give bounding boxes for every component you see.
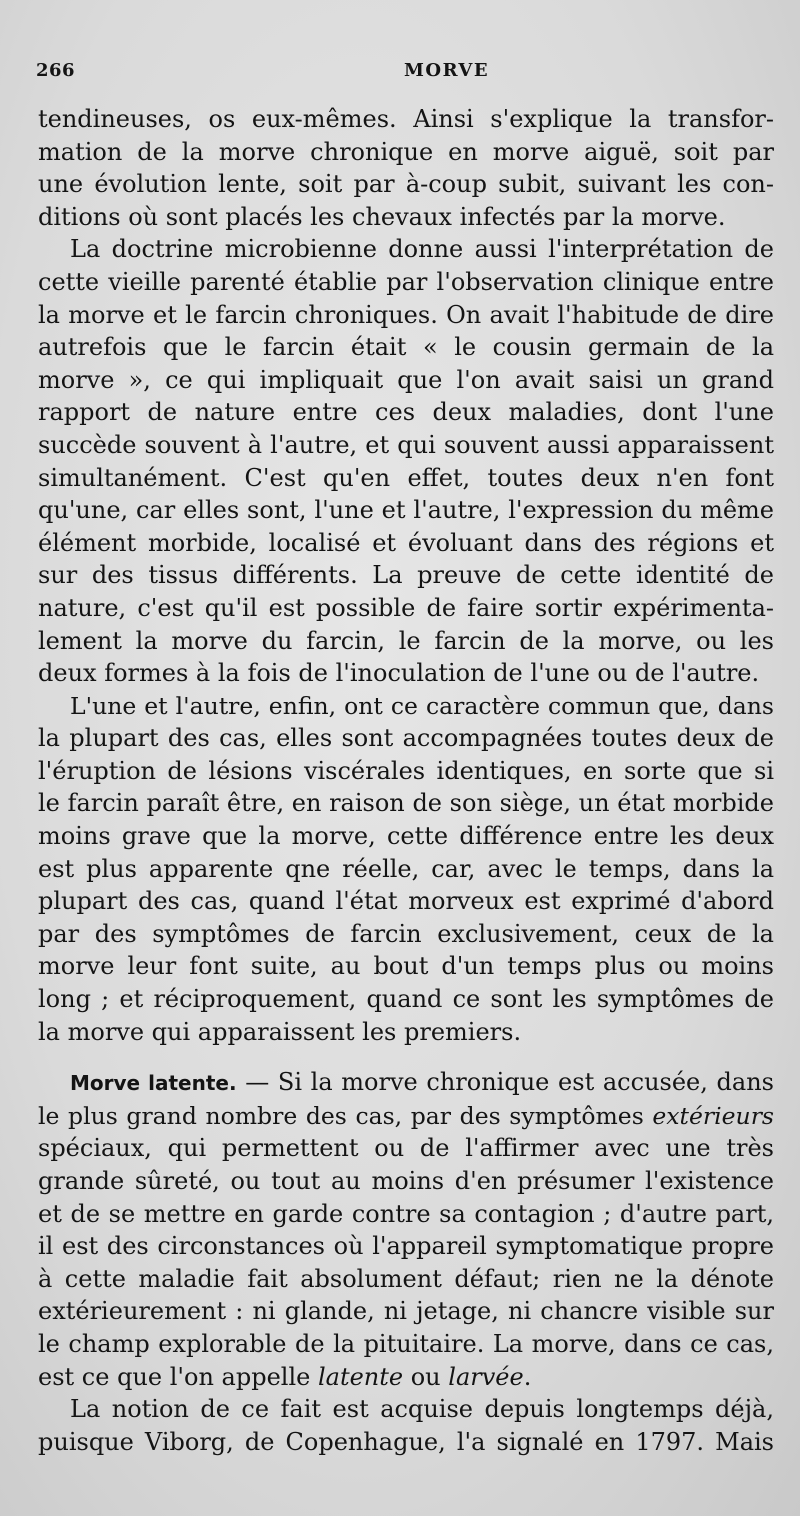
paragraph	[38, 1066, 774, 1393]
text-line: qu'une, car elles sont, l'une et l'autre, l'expression du même	[38, 496, 774, 525]
paragraph	[38, 1393, 774, 1458]
paragraph	[38, 103, 774, 233]
paragraph	[38, 233, 774, 689]
text-line: moins grave que la morve, cette différence entre les deux	[38, 822, 774, 851]
text-line: le champ explorable de la pituitaire. La morve, dans ce cas,	[38, 1329, 774, 1358]
text-line: L'une et l'autre, enfin, ont ce caractère commun que, dans	[70, 691, 774, 720]
text-line: extérieurement : ni glande, ni jetage, ni chancre visible sur	[38, 1297, 774, 1326]
text-run: est ce que l'on appelle	[38, 1362, 318, 1391]
text-line: la plupart des cas, elles sont accompagnées toutes deux de	[38, 724, 774, 753]
text-line: et de se mettre en garde contre sa contagion ; d'autre part,	[38, 1199, 774, 1228]
text-line: est plus apparente qne réelle, car, avec le temps, dans la	[38, 854, 774, 883]
text-line: à cette maladie fait absolument défaut; rien ne la dénote	[38, 1264, 774, 1293]
text-line: il est des circonstances où l'appareil symptomatique propre	[38, 1232, 774, 1261]
text-line	[38, 1361, 774, 1394]
text-line: morve », ce qui impliquait que l'on avait saisi un grand	[38, 365, 774, 394]
text-run: ou	[403, 1362, 449, 1391]
text-line: morve leur font suite, au bout d'un temps plus ou moins	[38, 952, 774, 981]
italic-term: larvée	[448, 1362, 524, 1391]
text-line	[38, 1066, 774, 1100]
body-text	[38, 103, 774, 1458]
text-line: sur des tissus différents. La preuve de cette identité de	[38, 561, 774, 590]
text-line: la morve qui apparaissent les premiers.	[38, 1017, 522, 1046]
text-line: la morve et le farcin chroniques. On avait l'habitude de dire	[38, 300, 774, 329]
text-line: nature, c'est qu'il est possible de faire sortir expérimenta-	[38, 593, 774, 622]
italic-term: latente	[317, 1362, 404, 1391]
text-line: long ; et réciproquement, quand ce sont les symptômes de	[38, 985, 774, 1014]
text-line: élément morbide, localisé et évoluant dans des régions et	[38, 528, 774, 557]
text-line: puisque Viborg, de Copenhague, l'a signalé en 1797. Mais	[38, 1427, 774, 1456]
text-line: lement la morve du farcin, le farcin de la morve, ou les	[38, 626, 774, 655]
paragraph	[38, 690, 774, 1049]
text-line: plupart des cas, quand l'état morveux est exprimé d'abord	[38, 887, 774, 916]
text-line: La doctrine microbienne donne aussi l'interprétation de	[70, 235, 774, 264]
text-line: par des symptômes de farcin exclusivement, ceux de la	[38, 919, 774, 948]
text-line: ditions où sont placés les chevaux infectés par la morve.	[38, 202, 726, 231]
text-run: .	[523, 1362, 532, 1391]
section-heading: Morve latente.	[70, 1071, 237, 1096]
text-line: grande sûreté, ou tout au moins d'en présumer l'existence	[38, 1167, 774, 1195]
text-line: spéciaux, qui permettent ou de l'affirmer avec une très	[38, 1134, 774, 1163]
text-line: tendineuses, os eux-mêmes. Ainsi s'explique la transfor-	[38, 105, 774, 133]
text-line: cette vieille parenté établie par l'observation clinique entre	[38, 267, 774, 296]
text-line: autrefois que le farcin était « le cousin germain de la	[38, 333, 774, 362]
text-line: La notion de ce fait est acquise depuis longtemps déjà,	[70, 1395, 774, 1424]
section-gap	[38, 1048, 774, 1066]
italic-term: extérieurs	[652, 1101, 774, 1130]
page-header	[36, 60, 766, 90]
text-line: simultanément. C'est qu'en effet, toutes deux n'en font	[38, 463, 774, 492]
running-head: MORVE	[404, 60, 490, 81]
text-line: mation de la morve chronique en morve aiguë, soit par	[38, 137, 774, 166]
text-line: l'éruption de lésions viscérales identiques, en sorte que si	[38, 756, 774, 785]
text-line: rapport de nature entre ces deux maladies, dont l'une	[38, 398, 774, 427]
text-run: — Si la morve chronique est accusée, dans	[236, 1068, 774, 1097]
text-line: le farcin paraît être, en raison de son siège, un état morbide	[38, 789, 774, 818]
text-line: deux formes à la fois de l'inoculation de l'une ou de l'autre.	[38, 659, 760, 688]
page-number: 266	[36, 60, 76, 81]
text-line: succède souvent à l'autre, et qui souvent aussi apparaissent	[38, 430, 774, 459]
text-line	[38, 1100, 774, 1133]
text-run: le plus grand nombre des cas, par des symptômes	[38, 1101, 653, 1130]
text-line: une évolution lente, soit par à-coup subit, suivant les con-	[38, 170, 774, 199]
